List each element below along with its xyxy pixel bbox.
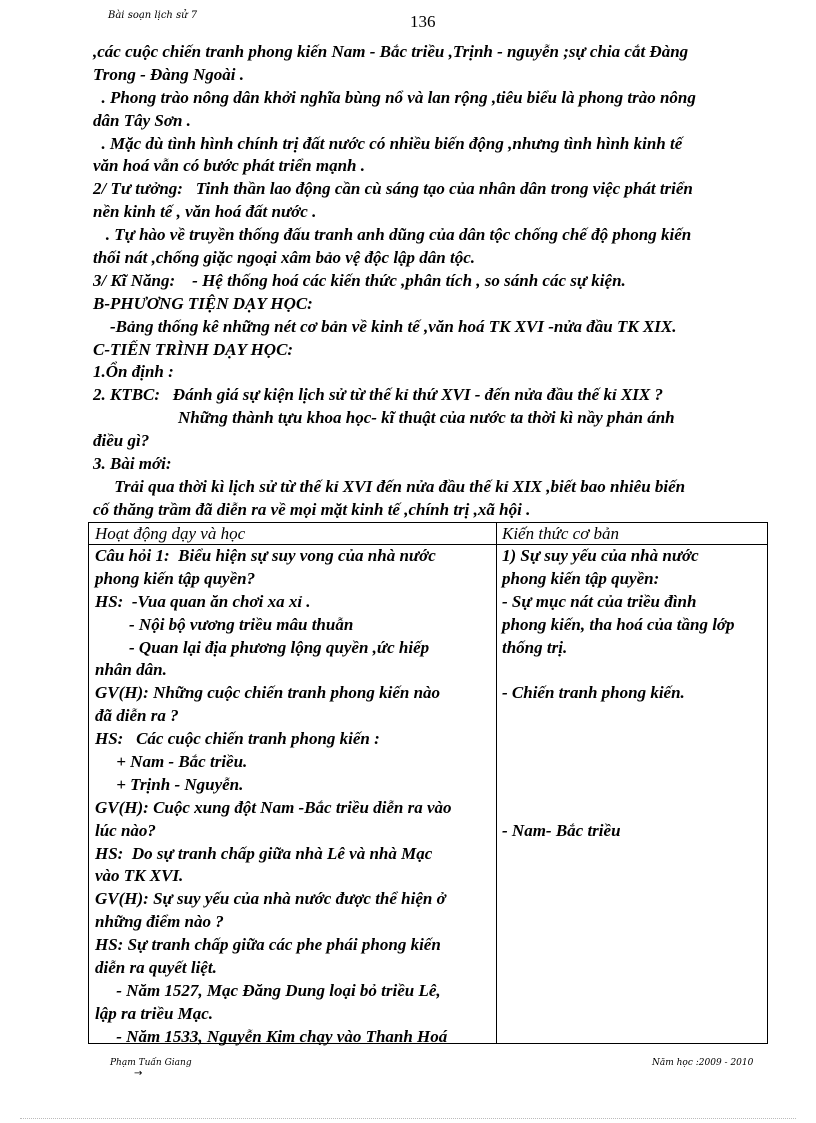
body-line: dân Tây Sơn . <box>93 110 191 130</box>
knowledge-line: - Nam- Bắc triều <box>502 820 621 840</box>
activity-line: HS: Các cuộc chiến tranh phong kiến : <box>95 729 380 749</box>
table-header-activities: Hoạt động dạy và học <box>95 524 246 543</box>
activity-line: + Nam - Bắc triều. <box>95 752 248 772</box>
activity-line: HS: -Vua quan ăn chơi xa xỉ . <box>95 591 311 611</box>
knowledge-line: thống trị. <box>502 637 568 657</box>
body-line: 2. KTBC: Đánh giá sự kiện lịch sử từ thế kỉ thứ XVI - đến nửa đầu thế kỉ XIX ? <box>93 385 663 405</box>
body-line: 1.Ổn định : <box>93 362 174 382</box>
knowledge-line <box>502 751 764 774</box>
knowledge-line <box>502 705 764 728</box>
footer-arrow-icon: → <box>134 1068 143 1079</box>
activity-line: đã diễn ra ? <box>95 706 179 726</box>
activities-column <box>95 545 493 1049</box>
activity-line: GV(H): Những cuộc chiến tranh phong kiến nào <box>95 683 441 703</box>
body-line: thối nát ,chống giặc ngoại xâm bảo vệ độc lập dân tộc. <box>93 248 476 268</box>
activity-line: HS: Sự tranh chấp giữa các phe phái phong kiến <box>95 935 441 955</box>
activity-line: HS: Do sự tranh chấp giữa nhà Lê và nhà Mạc <box>95 843 433 863</box>
body-line: . Phong trào nông dân khởi nghĩa bùng nổ và lan rộng ,tiêu biểu là phong trào nông <box>93 87 696 107</box>
body-line: 3/ Kĩ Năng: - Hệ thống hoá các kiến thức ,phân tích , so sánh các sự kiện. <box>93 270 626 290</box>
footer-school-year: Năm học :2009 - 2010 <box>652 1058 754 1068</box>
activity-line: Câu hỏi 1: Biểu hiện sự suy vong của nhà nước <box>95 546 436 565</box>
body-line: ,các cuộc chiến tranh phong kiến Nam - Bắc triều ,Trịnh - nguyễn ;sự chia cắt Đàng <box>93 42 689 61</box>
table-header-knowledge: Kiến thức cơ bản <box>502 524 620 543</box>
body-line: . Mặc dù tình hình chính trị đất nước có nhiều biến động ,nhưng tình hình kinh tế <box>93 133 683 153</box>
knowledge-line: - Sự mục nát của triều đình <box>502 591 697 611</box>
body-line: văn hoá vẫn có bước phát triển mạnh . <box>93 156 365 176</box>
activity-line: - Năm 1533, Nguyễn Kim chạy vào Thanh Hoá <box>95 1026 448 1046</box>
body-line: 3. Bài mới: <box>93 454 172 474</box>
header-title: Bài soạn lịch sử 7 <box>108 10 198 21</box>
activity-line: phong kiến tập quyền? <box>95 568 256 588</box>
knowledge-line: 1) Sự suy yếu của nhà nước <box>502 546 699 565</box>
body-line: 2/ Tư tưởng: Tinh thần lao động cần cù sáng tạo của nhân dân trong việc phát triển <box>93 179 693 199</box>
body-line: Những thành tựu khoa học- kĩ thuật của nước ta thời kì nầy phản ánh <box>93 408 675 428</box>
activity-line: lập ra triều Mạc. <box>95 1003 214 1023</box>
body-line: cố thăng trầm đã diễn ra về mọi mặt kinh tế ,chính trị ,xã hội . <box>93 499 531 519</box>
body-line: Trải qua thời kì lịch sử từ thế kỉ XVI đến nửa đầu thế kỉ XIX ,biết bao nhiêu biến <box>93 476 686 496</box>
lesson-table <box>88 522 768 1044</box>
activity-line: lúc nào? <box>95 820 156 840</box>
activity-line: GV(H): Cuộc xung đột Nam -Bắc triều diễn ra vào <box>95 797 452 817</box>
column-divider <box>496 523 497 1043</box>
activity-line: - Quan lại địa phương lộng quyền ,ức hiếp <box>95 637 430 657</box>
activity-line: những điểm nào ? <box>95 912 224 932</box>
body-line: điều gì? <box>93 431 150 451</box>
activity-line: diễn ra quyết liệt. <box>95 958 217 978</box>
body-line: . Tự hào về truyền thống đấu tranh anh dũng của dân tộc chống chế độ phong kiến <box>93 225 692 245</box>
knowledge-line: - Chiến tranh phong kiến. <box>502 683 685 703</box>
knowledge-line <box>502 797 764 820</box>
activity-line: vào TK XVI. <box>95 866 184 886</box>
body-line: Trong - Đàng Ngoài . <box>93 64 244 84</box>
body-line: nền kinh tế , văn hoá đất nước . <box>93 202 317 222</box>
body-line: -Bảng thống kê những nét cơ bản về kinh tế ,văn hoá TK XVI -nửa đầu TK XIX. <box>93 316 677 336</box>
knowledge-line <box>502 659 764 682</box>
knowledge-line: phong kiến, tha hoá của tầng lớp <box>502 614 735 634</box>
knowledge-line <box>502 728 764 751</box>
activity-line: nhân dân. <box>95 660 167 680</box>
knowledge-column <box>502 545 764 843</box>
body-line: C-TIẾN TRÌNH DẠY HỌC: <box>93 339 294 359</box>
page-number: 136 <box>410 12 436 31</box>
lesson-body <box>93 40 773 521</box>
table-header-row <box>89 523 767 545</box>
knowledge-line <box>502 774 764 797</box>
knowledge-line: phong kiến tập quyền: <box>502 568 660 588</box>
footer-author: Phạm Tuấn Giang <box>110 1058 192 1068</box>
activity-line: + Trịnh - Nguyễn. <box>95 774 244 794</box>
activity-line: - Nội bộ vương triều mâu thuẫn <box>95 614 354 634</box>
activity-line: - Năm 1527, Mạc Đăng Dung loại bỏ triều Lê, <box>95 980 441 1000</box>
body-line: B-PHƯƠNG TIỆN DẠY HỌC: <box>93 293 313 313</box>
activity-line: GV(H): Sự suy yếu của nhà nước được thể hiện ở <box>95 889 446 909</box>
page-bottom-divider <box>20 1118 796 1119</box>
